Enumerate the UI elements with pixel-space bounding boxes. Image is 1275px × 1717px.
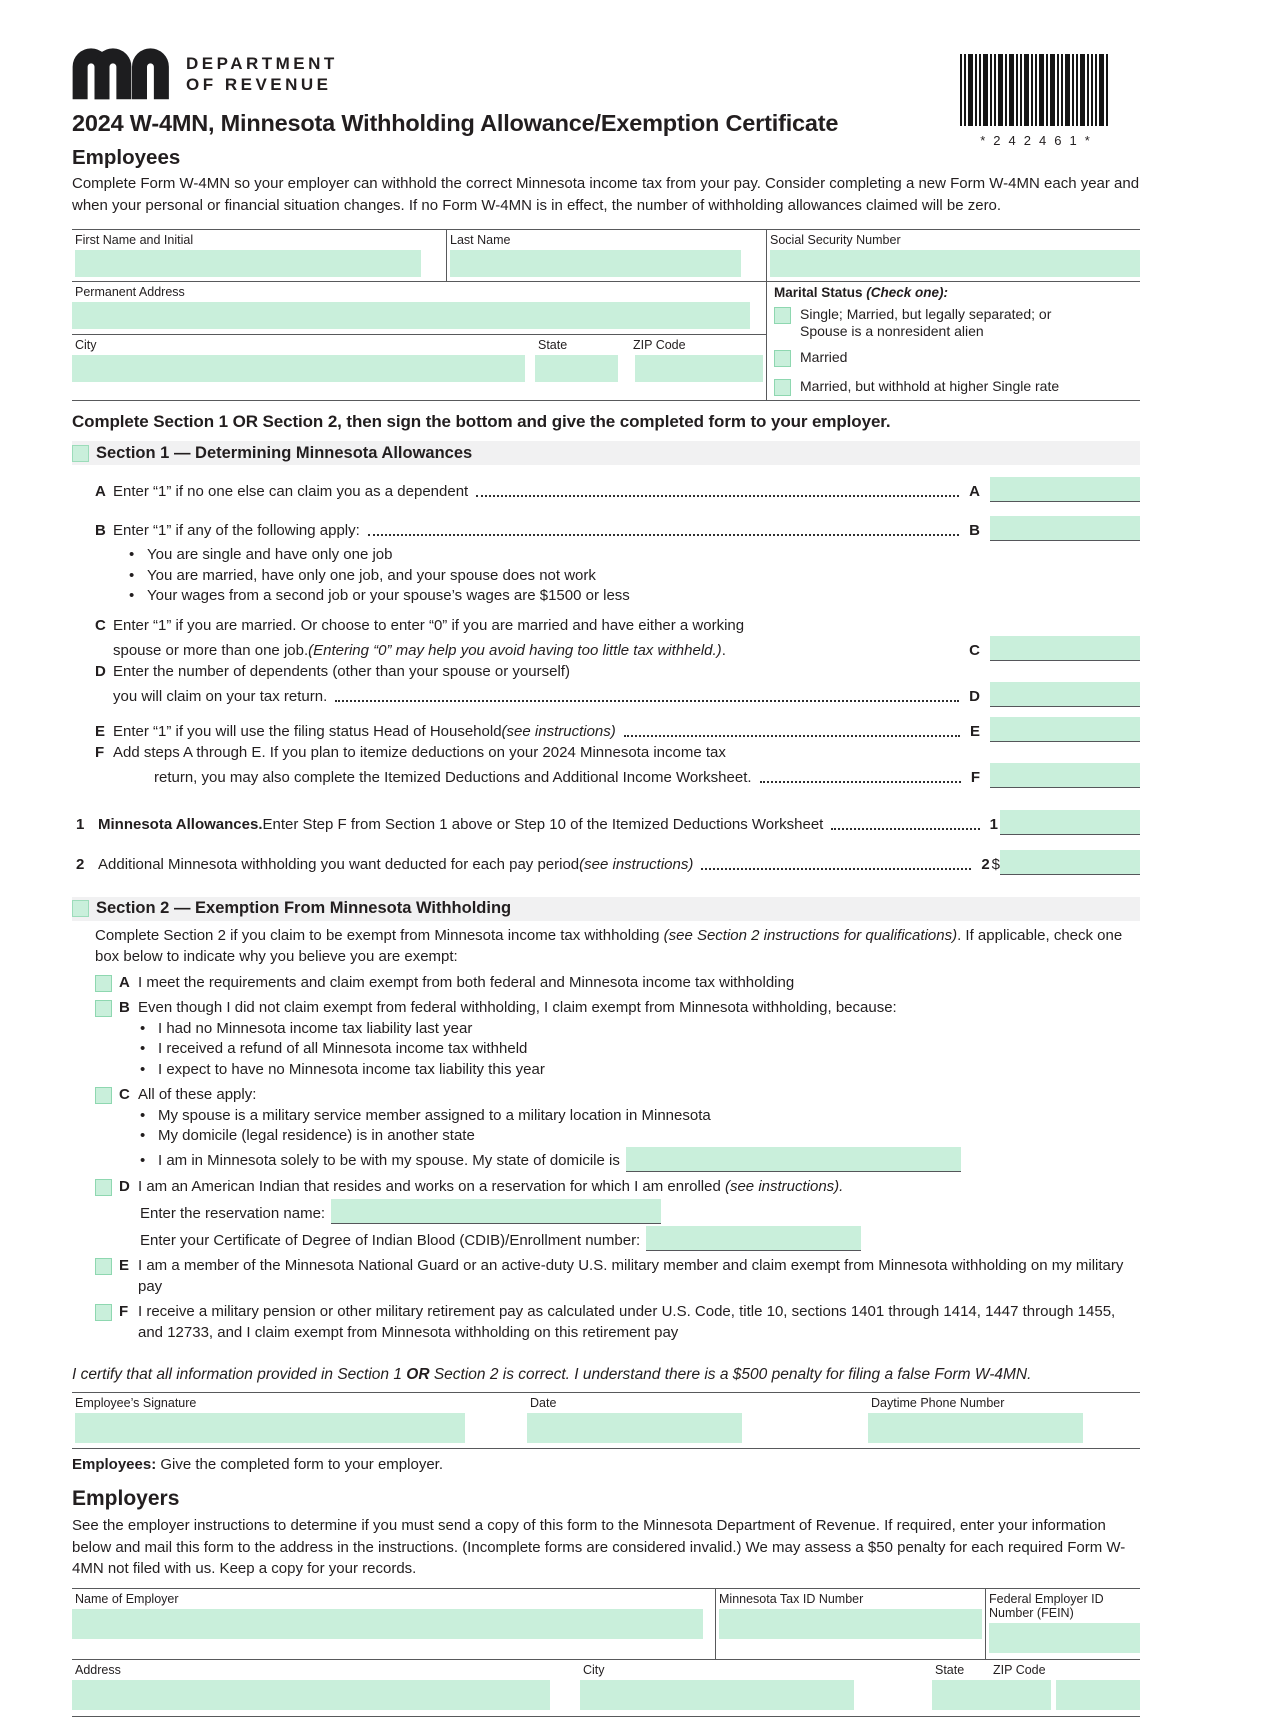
cdib-number-input[interactable]: [646, 1226, 861, 1251]
section2-title: Section 2 — Exemption From Minnesota Withholding: [96, 899, 512, 917]
exempt-d-checkbox[interactable]: [95, 1179, 112, 1196]
exempt-e-checkbox[interactable]: [95, 1258, 112, 1275]
state-label: State: [538, 338, 568, 352]
line2-text: Additional Minnesota withholding you want deducted for each pay period: [98, 855, 580, 873]
exempt-c-text: All of these apply:: [138, 1086, 257, 1103]
address-marital-rows: [72, 282, 1140, 400]
line1-leader: [831, 828, 979, 830]
employers-intro: See the employer instructions to determine if you must send a copy of this form to the Minnesota Department of Revenue. If required, enter your information below and mail this form to the address in the instructions. (Incomplete forms are considered invalid.) We may assess a $50 penalty for each required Form W-4MN not filed with us. Keep a copy for your records.: [72, 1517, 1126, 1577]
step-d-input[interactable]: [990, 682, 1140, 707]
employer-zip-label: ZIP Code: [993, 1662, 1046, 1677]
step-a-input[interactable]: [990, 477, 1140, 502]
line1-ref: 1: [989, 815, 998, 833]
mn-revenue-logo-icon: [72, 46, 172, 100]
bullet-icon: •: [140, 1040, 146, 1057]
reservation-name-label: Enter the reservation name:: [140, 1205, 326, 1222]
section1-body: [72, 477, 1140, 788]
step-b-bullet-3-text: Your wages from a second job or your spouse’s wages are $1500 or less: [147, 587, 630, 604]
step-c-letter: C: [95, 616, 106, 634]
step-f-text2: return, you may also complete the Itemized Deductions and Additional Income Worksheet.: [154, 768, 752, 786]
bullet-icon: •: [140, 1019, 146, 1037]
step-c-line1: [72, 615, 1140, 636]
bullet-icon: •: [129, 546, 135, 563]
step-f-input[interactable]: [990, 763, 1140, 788]
phone-cell: [868, 1393, 1140, 1448]
reservation-name-input[interactable]: [331, 1199, 661, 1224]
exempt-c-bullet-3: [72, 1147, 1140, 1172]
mn-tax-id-input[interactable]: [719, 1609, 982, 1639]
permanent-address-label: Permanent Address: [75, 285, 185, 299]
exempt-c-bullet-2: [72, 1126, 1140, 1147]
bullet-icon: •: [129, 587, 135, 604]
line2-italic: (see instructions): [579, 855, 694, 873]
step-e-leader: [624, 735, 960, 737]
line1-number: 1: [76, 815, 85, 833]
signature-cell: [72, 1393, 527, 1448]
step-e-italic: (see instructions): [501, 722, 616, 740]
exempt-c-letter: C: [119, 1086, 130, 1103]
single-option-line1: Single; Married, but legally separated; or: [800, 306, 1052, 322]
city-label: City: [75, 338, 97, 352]
exempt-f-checkbox[interactable]: [95, 1304, 112, 1321]
married-checkbox[interactable]: [774, 350, 791, 367]
step-c-input[interactable]: [990, 636, 1140, 661]
exempt-item-f: [72, 1302, 1140, 1343]
last-name-input[interactable]: [450, 250, 741, 277]
exempt-b-checkbox[interactable]: [95, 1000, 112, 1017]
employee-signature-input[interactable]: [75, 1413, 465, 1443]
fein-label: Federal Employer ID Number (FEIN): [989, 1591, 1104, 1620]
step-d-letter: D: [95, 662, 106, 680]
exempt-c-bullet-3-text: I am in Minnesota solely to be with my spouse. My state of domicile is: [158, 1152, 620, 1169]
certification-statement: [72, 1364, 1140, 1385]
exempt-item-a: [72, 973, 1140, 994]
exempt-d-letter: D: [119, 1177, 130, 1195]
fein-cell: [985, 1589, 1140, 1659]
employer-zip-input[interactable]: [1056, 1680, 1140, 1710]
exempt-item-b: [72, 998, 1140, 1019]
name-ssn-row: [72, 230, 1140, 282]
exempt-d-text: I am an American Indian that resides and works on a reservation for which I am enrolled: [138, 1177, 725, 1195]
section2-marker-icon: [72, 900, 89, 917]
signature-table: [72, 1392, 1140, 1449]
step-a-row: [72, 477, 1140, 502]
exempt-c-bullet-2-text: My domicile (legal residence) is in another state: [158, 1127, 475, 1144]
permanent-address-input[interactable]: [72, 302, 750, 329]
form-barcode: [960, 54, 1112, 148]
exempt-a-text: I meet the requirements and claim exempt from both federal and Minnesota income tax withholding: [138, 973, 795, 991]
bullet-icon: •: [140, 1060, 146, 1078]
marital-option-single: [774, 306, 1140, 340]
step-f-leader: [760, 781, 961, 783]
step-e-text: Enter “1” if you will use the filing status Head of Household: [113, 722, 502, 740]
first-name-cell: [72, 230, 446, 281]
step-b-ref: B: [969, 522, 980, 539]
minnesota-allowances-input[interactable]: [1000, 810, 1140, 835]
marital-status-label: [774, 285, 1140, 300]
first-name-label: First Name and Initial: [75, 233, 194, 247]
address-column: [72, 282, 766, 400]
employer-info-table: [72, 1588, 1140, 1717]
line2-row: [72, 850, 1140, 875]
mn-tax-id-cell: [715, 1589, 985, 1659]
employer-city-label: City: [583, 1662, 605, 1677]
exempt-c-checkbox[interactable]: [95, 1087, 112, 1104]
employees-heading: Employees: [72, 146, 181, 169]
married-option-label: Married: [800, 349, 848, 365]
step-d-line2: [72, 682, 1140, 707]
step-f-line2: [72, 763, 1140, 788]
section2-intro-italic: (see Section 2 instructions for qualifications): [663, 926, 958, 944]
exempt-c-bullet-1-text: My spouse is a military service member assigned to a military location in Minnesota: [158, 1106, 711, 1124]
reservation-name-row: [72, 1199, 1140, 1224]
step-f-letter: F: [95, 743, 105, 761]
employers-heading: Employers: [72, 1487, 180, 1510]
date-input[interactable]: [527, 1413, 742, 1443]
step-f-ref: F: [970, 768, 980, 786]
employees-note-text: Give the completed form to your employer.: [156, 1456, 443, 1473]
marital-status-cell: [766, 282, 1140, 400]
ssn-input[interactable]: [770, 250, 1140, 277]
dept-line2: OF REVENUE: [186, 75, 332, 94]
ssn-cell: [766, 230, 1140, 281]
main-instruction: Complete Section 1 OR Section 2, then sign the bottom and give the completed form to your employer.: [72, 412, 891, 431]
step-b-letter: B: [95, 522, 106, 539]
certification-pre: I certify that all information provided in Section 1: [72, 1366, 407, 1383]
step-a-ref: A: [969, 483, 980, 500]
exempt-f-text: I receive a military pension or other military retirement pay as calculated under U.S. Code, title 10, sections 1401 through 1414, 1447 through 1455, and 12733, and I claim exempt from Minnesota withholding on this retirement pay: [138, 1303, 1116, 1341]
step-b-row: [72, 516, 1140, 541]
step-d-ref: D: [969, 687, 980, 705]
exempt-e-letter: E: [119, 1257, 130, 1274]
employer-state-cell: [932, 1660, 990, 1716]
date-cell: [527, 1393, 868, 1448]
employer-name-cell: [72, 1589, 715, 1659]
zip-cell: [630, 335, 766, 387]
step-b-bullet-3: [72, 586, 1140, 607]
step-d-leader: [335, 700, 959, 702]
employee-info-table: [72, 229, 1140, 401]
step-c-line2: [72, 636, 1140, 661]
step-b-bullet-1-text: You are single and have only one job: [147, 546, 393, 563]
step-f-row: [72, 742, 1140, 788]
dollar-sign: $: [991, 855, 1000, 873]
step-c-row: [72, 615, 1140, 661]
employer-row-2: [72, 1660, 1140, 1716]
exempt-b-bullet-3-text: I expect to have no Minnesota income tax liability this year: [158, 1060, 545, 1078]
marital-option-married: [774, 349, 1140, 367]
bullet-icon: •: [129, 566, 135, 584]
department-of-revenue-wordmark: [186, 46, 338, 95]
city-state-zip-row: [72, 335, 766, 387]
section2-body: [72, 925, 1140, 1344]
cdib-number-row: [72, 1226, 1140, 1251]
step-a-leader: [476, 495, 959, 497]
state-input[interactable]: [535, 355, 618, 382]
exempt-a-checkbox[interactable]: [95, 975, 112, 992]
step-e-ref: E: [969, 722, 980, 740]
exempt-b-letter: B: [119, 999, 130, 1016]
employees-note: [72, 1456, 1140, 1473]
section1-marker-icon: [72, 445, 89, 462]
exempt-c-bullet-1: [72, 1106, 1140, 1127]
exempt-b-text: Even though I did not claim exempt from federal withholding, I claim exempt from Minnesota withholding, because:: [138, 999, 897, 1016]
ssn-label: Social Security Number: [770, 233, 901, 247]
first-name-input[interactable]: [75, 250, 421, 277]
section2-intro: [72, 925, 1140, 968]
exempt-item-c: [72, 1085, 1140, 1106]
employer-address-cell: [72, 1660, 580, 1716]
step-d-line1: [72, 661, 1140, 682]
permanent-address-cell: [72, 282, 766, 335]
state-cell: [535, 335, 630, 387]
step-e-row: [72, 717, 1140, 742]
employer-name-label: Name of Employer: [75, 1591, 179, 1606]
section2-header: [72, 897, 1140, 921]
certification-or: OR: [406, 1366, 430, 1383]
employer-address-label: Address: [75, 1662, 121, 1677]
employer-name-input[interactable]: [72, 1609, 703, 1639]
single-option-line2: Spouse is a nonresident alien: [800, 323, 984, 339]
marital-status-label-bold: Marital Status: [774, 285, 867, 300]
exempt-b-bullet-1-text: I had no Minnesota income tax liability last year: [158, 1019, 473, 1037]
employees-intro: Complete Form W-4MN so your employer can withhold the correct Minnesota income tax from your pay. Consider completing a new Form W-4MN each year and when your personal or financial situation changes. If no Form W-4MN is in effect, the number of withholding allowances claimed will be zero.: [72, 175, 1140, 214]
step-b-bullet-2-text: You are married, have only one job, and your spouse does not work: [147, 566, 596, 584]
line1-text: Enter Step F from Section 1 above or Step 10 of the Itemized Deductions Worksheet: [262, 815, 824, 833]
bullet-icon: •: [140, 1152, 146, 1169]
step-d-text2: you will claim on your tax return.: [113, 687, 328, 705]
step-f-line1: [72, 742, 1140, 763]
step-a-text: Enter “1” if no one else can claim you as a dependent: [113, 483, 469, 500]
step-e-letter: E: [95, 722, 106, 740]
marital-status-label-note: (Check one):: [866, 285, 949, 300]
section1-header: [72, 441, 1140, 465]
date-label: Date: [530, 1396, 557, 1410]
step-a-letter: A: [95, 483, 106, 500]
married-single-rate-checkbox[interactable]: [774, 379, 791, 396]
step-c-text1: Enter “1” if you are married. Or choose to enter “0” if you are married and have either a working: [113, 616, 745, 634]
step-c-period: .: [721, 641, 726, 659]
city-input[interactable]: [72, 355, 525, 382]
state-of-domicile-input[interactable]: [626, 1147, 961, 1172]
step-c-text2: spouse or more than one job.: [113, 641, 309, 659]
last-name-cell: [446, 230, 766, 281]
step-c-ref: C: [969, 641, 980, 659]
signature-label: Employee’s Signature: [75, 1396, 197, 1410]
line2-number: 2: [76, 855, 85, 873]
exempt-b-bullet-1: [72, 1019, 1140, 1040]
line1-row: [72, 810, 1140, 835]
step-e-input[interactable]: [990, 717, 1140, 742]
daytime-phone-input[interactable]: [868, 1413, 1083, 1443]
additional-withholding-input[interactable]: [1000, 850, 1140, 875]
exempt-a-letter: A: [119, 973, 130, 991]
step-b-leader: [368, 534, 959, 536]
step-d-text1: Enter the number of dependents (other than your spouse or yourself): [113, 662, 570, 680]
exempt-e-text: I am a member of the Minnesota National Guard or an active-duty U.S. military member and claim exempt from Minnesota withholding on my military pay: [138, 1257, 1124, 1295]
step-b-bullet-1: [72, 545, 1140, 566]
phone-label: Daytime Phone Number: [871, 1396, 1005, 1410]
section2-intro-end: . If applicable, check one box below to indicate why you believe you are exempt:: [95, 926, 1123, 965]
exempt-f-letter: F: [119, 1303, 129, 1320]
step-b-bullet-2: [72, 566, 1140, 587]
step-b-text: Enter “1” if any of the following apply:: [113, 522, 360, 539]
employer-state-label: State: [935, 1662, 965, 1677]
employer-city-input[interactable]: [580, 1680, 854, 1710]
single-checkbox[interactable]: [774, 307, 791, 324]
employees-note-bold: Employees:: [72, 1456, 157, 1473]
line2-ref: 2: [981, 855, 990, 873]
zip-input[interactable]: [635, 355, 763, 382]
fein-input[interactable]: [989, 1623, 1140, 1653]
mn-tax-id-label: Minnesota Tax ID Number: [719, 1591, 864, 1606]
form-title: 2024 W-4MN, Minnesota Withholding Allowance/Exemption Certificate: [72, 110, 839, 136]
bullet-icon: •: [140, 1127, 146, 1144]
city-cell: [72, 335, 535, 387]
bullet-icon: •: [140, 1106, 146, 1124]
step-f-text1: Add steps A through E. If you plan to itemize deductions on your 2024 Minnesota income tax: [113, 743, 726, 761]
barcode-number: *242461*: [980, 133, 1098, 148]
exempt-item-e: [72, 1256, 1140, 1297]
employer-address-input[interactable]: [72, 1680, 550, 1710]
step-d-row: [72, 661, 1140, 707]
certification-post: Section 2 is correct. I understand there is a $500 penalty for filing a false Form W-4MN.: [429, 1366, 1032, 1383]
employer-zip-cell: [990, 1660, 1140, 1716]
exempt-b-bullet-3: [72, 1060, 1140, 1081]
exempt-d-text-wrap: [138, 1177, 1140, 1198]
married-single-rate-label: Married, but withhold at higher Single rate: [800, 378, 1060, 394]
exempt-b-bullet-2: [72, 1039, 1140, 1060]
dept-line1: DEPARTMENT: [186, 54, 338, 73]
line2-leader: [701, 868, 971, 870]
section1-title: Section 1 — Determining Minnesota Allowances: [96, 443, 473, 462]
section2-intro-text: Complete Section 2 if you claim to be exempt from Minnesota income tax withholding: [95, 926, 664, 944]
single-option-label: [800, 306, 1051, 340]
zip-label: ZIP Code: [633, 338, 686, 352]
step-b-input[interactable]: [990, 516, 1140, 541]
cdib-number-label: Enter your Certificate of Degree of Indian Blood (CDIB)/Enrollment number:: [140, 1232, 641, 1249]
exempt-item-d: [72, 1177, 1140, 1198]
barcode-icon: [960, 54, 1110, 126]
employer-city-cell: [580, 1660, 932, 1716]
step-c-italic: (Entering “0” may help you avoid having too little tax withheld.): [308, 641, 722, 659]
last-name-label: Last Name: [450, 233, 511, 247]
exempt-b-bullet-2-text: I received a refund of all Minnesota income tax withheld: [158, 1040, 528, 1057]
exempt-d-italic: (see instructions).: [724, 1177, 844, 1195]
line1-bold-text: Minnesota Allowances.: [98, 815, 263, 833]
marital-option-married-single-rate: [774, 378, 1140, 396]
